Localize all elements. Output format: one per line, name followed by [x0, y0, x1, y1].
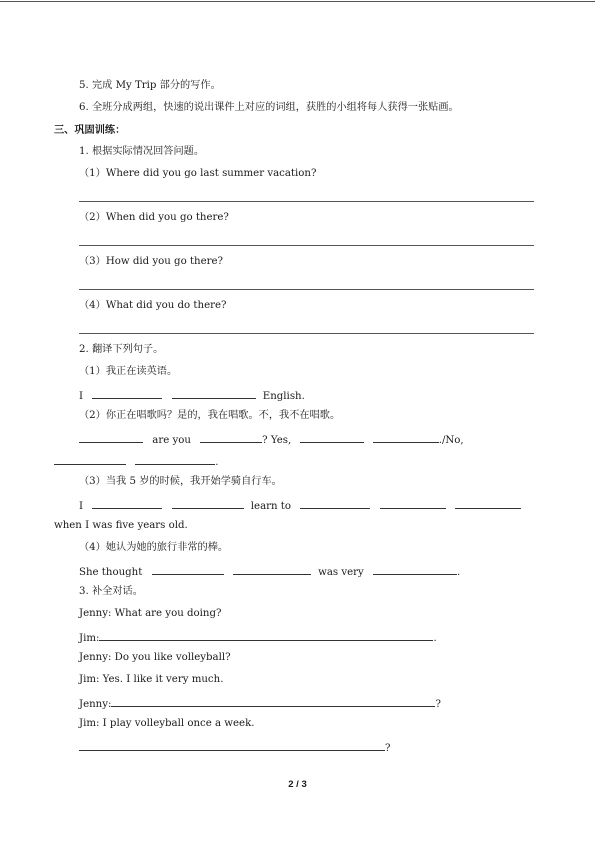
- step-5: 5. 完成 My Trip 部分的写作。: [79, 80, 221, 91]
- dialogue-line-7: [79, 740, 390, 755]
- blank[interactable]: [200, 432, 262, 443]
- page-number: 2 / 3: [288, 779, 307, 790]
- q2-s2-english-line1: [79, 432, 464, 447]
- blank[interactable]: [300, 432, 364, 443]
- dialogue-line-3: Jenny: Do you like volleyball?: [79, 652, 231, 663]
- blank[interactable]: [373, 564, 457, 575]
- dialogue-line-1: Jenny: What are you doing?: [79, 608, 222, 619]
- blank[interactable]: [135, 454, 215, 465]
- blank[interactable]: [92, 498, 162, 509]
- q1-sub3: （3）How did you go there?: [79, 256, 223, 267]
- dialogue-speaker-jenny: Jenny:: [79, 699, 112, 710]
- q2-s1-subject: I: [79, 391, 84, 402]
- answer-line-3[interactable]: [79, 289, 534, 290]
- q1-sub1: （1）Where did you go last summer vacation?: [79, 168, 317, 179]
- step-6: 6. 全班分成两组，快速的说出课件上对应的词组，获胜的小组将每人获得一张贴画。: [79, 102, 459, 113]
- q2-s3-subject: I: [79, 501, 84, 512]
- dialogue-blank[interactable]: [79, 740, 385, 751]
- q2-s3-english-line2: when I was five years old.: [54, 520, 188, 531]
- dialogue-end: ?: [435, 699, 441, 710]
- blank[interactable]: [380, 498, 446, 509]
- q2-s3-learn: learn to: [250, 501, 292, 512]
- q2-s4-english: [79, 564, 460, 579]
- q2-s3-chinese: （3）当我 5 岁的时候，我开始学骑自行车。: [79, 476, 282, 487]
- q2-s2-end: .: [215, 457, 219, 468]
- answer-line-1[interactable]: [79, 201, 534, 202]
- q2-s1-chinese: （1）我正在读英语。: [79, 366, 178, 377]
- blank[interactable]: [373, 432, 439, 443]
- dialogue-line-5: [79, 696, 441, 711]
- q2-s4-start: She thought: [79, 567, 143, 578]
- blank[interactable]: [233, 564, 311, 575]
- section-heading: 三、巩固训练：: [54, 124, 126, 136]
- blank[interactable]: [79, 432, 143, 443]
- blank[interactable]: [92, 388, 162, 399]
- dialogue-line-2: [79, 630, 437, 645]
- answer-line-2[interactable]: [79, 245, 534, 246]
- q2-s2-chinese: （2）你正在唱歌吗？是的，我在唱歌。不，我不在唱歌。: [79, 410, 341, 421]
- answer-line-4[interactable]: [79, 333, 534, 334]
- dialogue-blank[interactable]: [99, 630, 433, 641]
- q2-s2-english-line2: [54, 454, 219, 469]
- blank[interactable]: [300, 498, 370, 509]
- blank[interactable]: [54, 454, 126, 465]
- q2-s4-middle: was very: [318, 567, 364, 578]
- q2-s2-yes: ? Yes,: [262, 435, 292, 446]
- dialogue-end: .: [433, 633, 437, 644]
- blank[interactable]: [172, 388, 256, 399]
- dialogue-blank[interactable]: [111, 696, 435, 707]
- q1-sub2: （2）When did you go there?: [79, 212, 229, 223]
- q2-s4-end: .: [457, 567, 461, 578]
- q2-s2-no: ./No,: [438, 435, 464, 446]
- blank[interactable]: [152, 564, 224, 575]
- q2-s3-english-line1: [79, 498, 521, 513]
- dialogue-speaker-jim: Jim:: [79, 633, 100, 644]
- top-border: [0, 1, 595, 2]
- dialogue-end: ?: [385, 743, 391, 754]
- q3-title: 3. 补全对话。: [79, 586, 143, 597]
- blank[interactable]: [455, 498, 521, 509]
- blank[interactable]: [172, 498, 244, 509]
- q2-title: 2. 翻译下列句子。: [79, 344, 164, 355]
- dialogue-line-6: Jim: I play volleyball once a week.: [79, 718, 255, 729]
- dialogue-line-4: Jim: Yes. I like it very much.: [79, 674, 224, 685]
- q1-title: 1. 根据实际情况回答问题。: [79, 146, 205, 157]
- q2-s4-chinese: （4）她认为她的旅行非常的棒。: [79, 542, 229, 553]
- q2-s2-question: are you: [152, 435, 191, 446]
- q2-s1-object: English.: [262, 391, 305, 402]
- q1-sub4: （4）What did you do there?: [79, 300, 227, 311]
- q2-s1-english: [79, 388, 305, 403]
